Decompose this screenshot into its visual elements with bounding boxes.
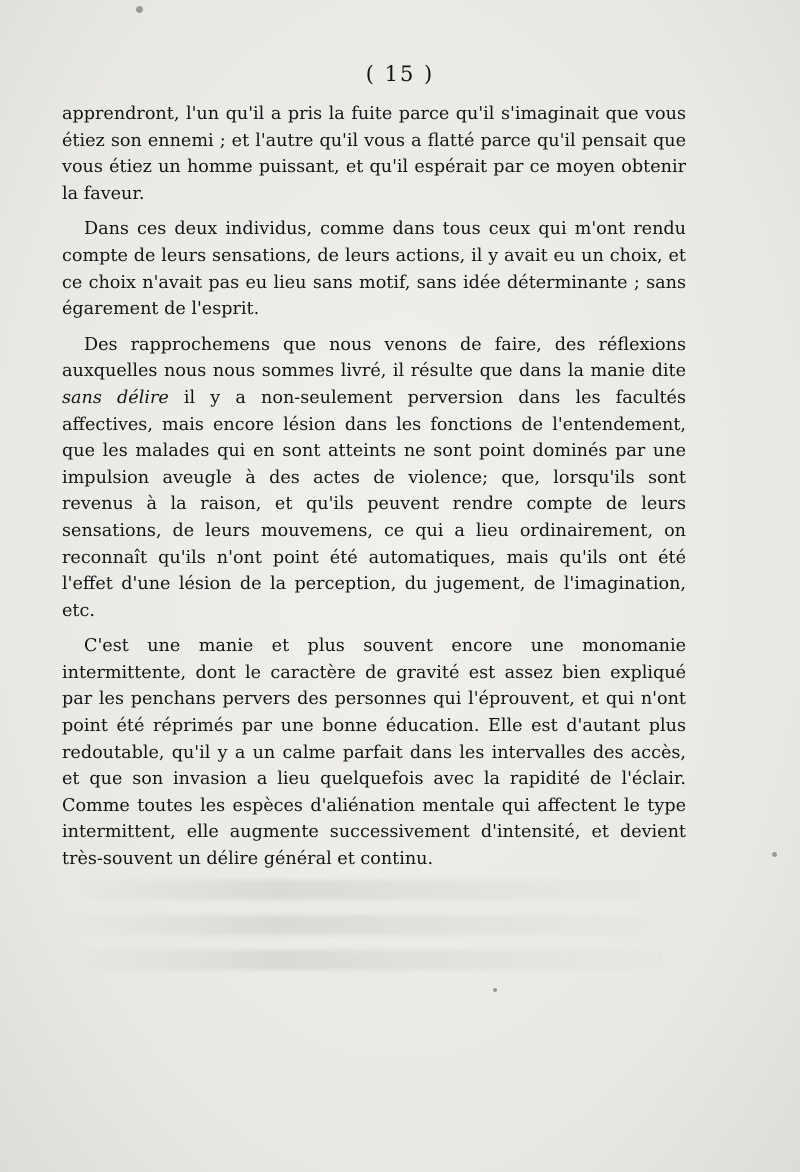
italic-term: sans délire [62, 387, 169, 408]
show-through-mark [70, 915, 690, 935]
page-number: ( 15 ) [365, 62, 435, 86]
paper-speck [493, 988, 497, 992]
body-text [62, 101, 686, 873]
paper-speck [772, 852, 777, 857]
paper-speck [136, 6, 143, 13]
paragraph: apprendront, l'un qu'il a pris la fuite parce qu'il s'imaginait que vous étiez son ennemi ; et l'autre qu'il vous a flatté parce qu'il pensait que vous étiez un homme puissant, et qu'il espérait par ce moyen obtenir la faveur. [62, 104, 686, 204]
show-through-mark [70, 950, 690, 970]
paragraph-text: Des rapprochemens que nous venons de faire, des réflexions auxquelles nous nous sommes livré, il résulte que dans la manie dite [62, 334, 686, 382]
show-through-mark [70, 880, 690, 900]
paragraph: C'est une manie et plus souvent encore une monomanie intermittente, dont le caractère de gravité est assez bien expliqué par les penchans pervers des personnes qui l'éprouvent, et qui n'ont point été réprimés par une bonne éducation. Elle est d'autant plus redoutable, qu'il y a un calme parfait dans les intervalles des accès, et que son invasion a lieu quelquefois avec la rapidité de l'éclair. Comme toutes les espèces d'aliénation mentale qui affectent le type intermittent, elle augmente successivement d'intensité, et devient très-souvent un délire général et continu. [62, 636, 686, 870]
paragraph [62, 332, 686, 625]
paragraph: Dans ces deux individus, comme dans tous ceux qui m'ont rendu compte de leurs sensations, de leurs actions, il y avait eu un choix, et ce choix n'avait pas eu lieu sans motif, sans idée déterminante ; sans égarement de l'esprit. [62, 219, 686, 320]
paragraph-text: il y a non-seulement perversion dans les facultés affectives, mais encore lésion dans les fonctions de l'entendement, que les malades qui en sont atteints ne sont point dominés par une impulsion aveugle à des actes de violence; que, lorsqu'ils sont revenus à la raison, et qu'ils peuvent rendre compte de leurs sensations, de leurs mouvemens, ce qui a lieu ordinairement, on reconnaît qu'ils n'ont point été automatiques, mais qu'ils ont été l'effet d'une lésion de la perception, du jugement, de l'imagination, etc. [62, 387, 686, 621]
